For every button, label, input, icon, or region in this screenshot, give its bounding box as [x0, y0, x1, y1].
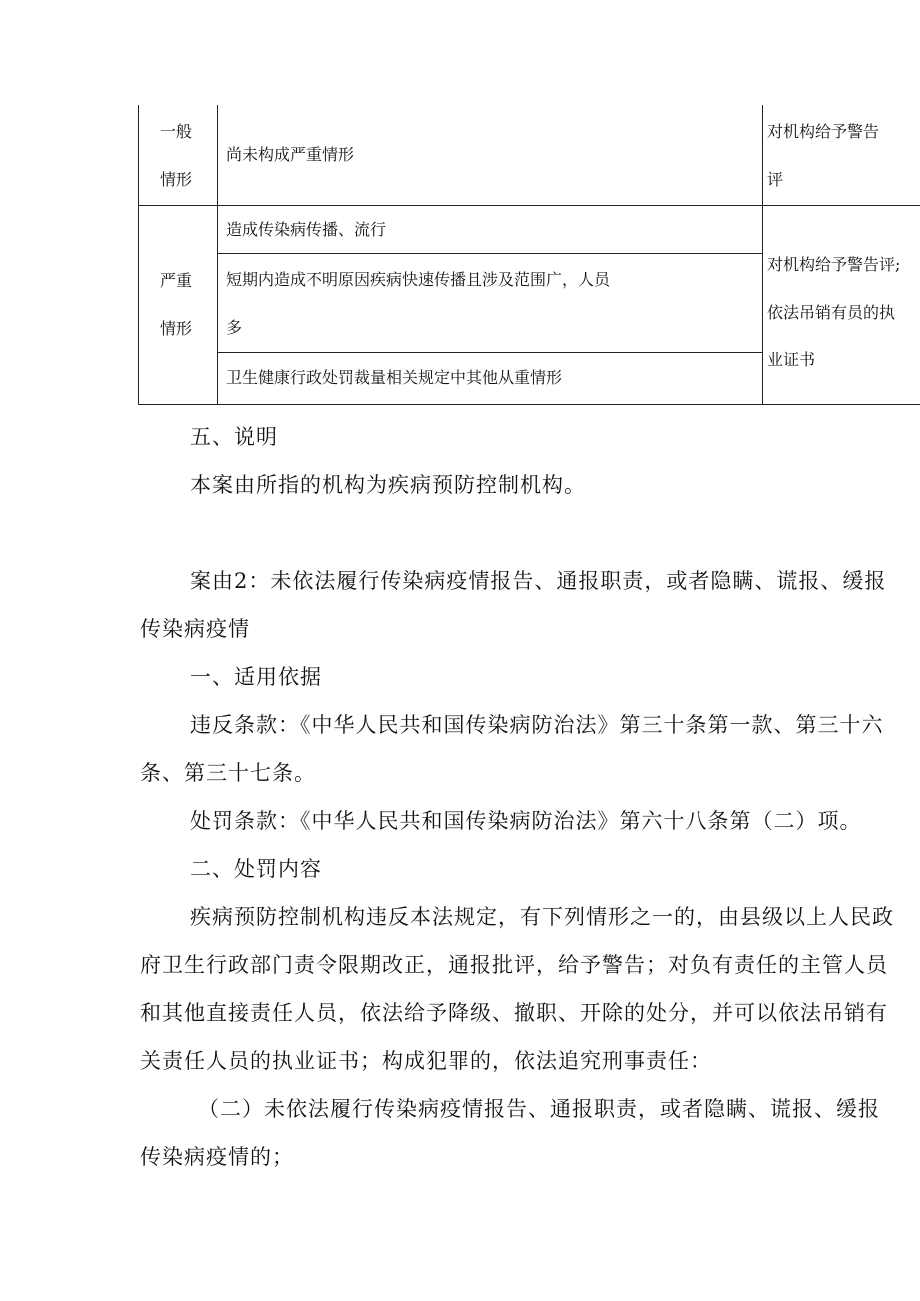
level-general-line1: 一般 [160, 122, 193, 141]
content-heading: 二、处罚内容 [190, 857, 322, 881]
content-line2: 府卫生行政部门责令限期改正，通报批评，给予警告；对负有责任的主管人员 [140, 953, 888, 977]
penalty-serious-line3: 业证书 [767, 350, 816, 369]
penalty-serious-line1: 对机构给予警告评; [767, 255, 901, 274]
condition-serious-3: 卫生健康行政处罚裁量相关规定中其他从重情形 [226, 368, 563, 387]
penalty-discretion-table [0, 0, 920, 420]
violation-line2: 条、第三十七条。 [140, 761, 316, 785]
condition-general: 尚未构成严重情形 [226, 145, 355, 164]
content-line4: 关责任人员的执业证书；构成犯罪的，依法追究刑事责任： [140, 1049, 712, 1073]
table-border-col1 [217, 105, 218, 405]
table-border-sub2 [217, 352, 762, 353]
penalty-serious-line2: 依法吊销有员的执 [767, 303, 896, 322]
table-border-col2 [762, 105, 763, 405]
section5-heading: 五、说明 [190, 425, 278, 449]
condition-serious-2b: 多 [226, 318, 243, 337]
level-general-line2: 情形 [160, 170, 193, 189]
basis-heading: 一、适用依据 [190, 665, 322, 689]
table-border-sub1 [217, 253, 762, 254]
table-border-left [138, 105, 139, 405]
table-border-bottom [138, 404, 920, 405]
table-border-row1-bottom [138, 205, 920, 206]
content-line3: 和其他直接责任人员，依法给予降级、撤职、开除的处分，并可以依法吊销有 [140, 1001, 888, 1025]
case2-title-line1: 案由2：未依法履行传染病疫情报告、通报职责，或者隐瞒、谎报、缓报 [190, 569, 887, 593]
condition-serious-2a: 短期内造成不明原因疾病快速传播且涉及范围广，人员 [226, 270, 611, 289]
item-line2: 传染病疫情的； [140, 1145, 294, 1169]
level-serious-line1: 严重 [160, 271, 193, 290]
condition-serious-1: 造成传染病传播、流行 [226, 220, 387, 239]
penalty-general-line2: 评 [767, 170, 784, 189]
case2-title-line2: 传染病疫情 [140, 617, 250, 641]
content-line1: 疾病预防控制机构违反本法规定，有下列情形之一的，由县级以上人民政 [190, 905, 894, 929]
penalty-clause: 处罚条款：《中华人民共和国传染病防治法》第六十八条第（二）项。 [190, 809, 862, 833]
section5-text: 本案由所指的机构为疾病预防控制机构。 [190, 473, 586, 497]
item-line1: （二）未依法履行传染病疫情报告、通报职责，或者隐瞒、谎报、缓报 [198, 1097, 880, 1121]
penalty-general-line1: 对机构给予警告 [767, 122, 880, 141]
violation-line1: 违反条款：《中华人民共和国传染病防治法》第三十条第一款、第三十六 [190, 713, 884, 737]
level-serious-line2: 情形 [160, 319, 193, 338]
